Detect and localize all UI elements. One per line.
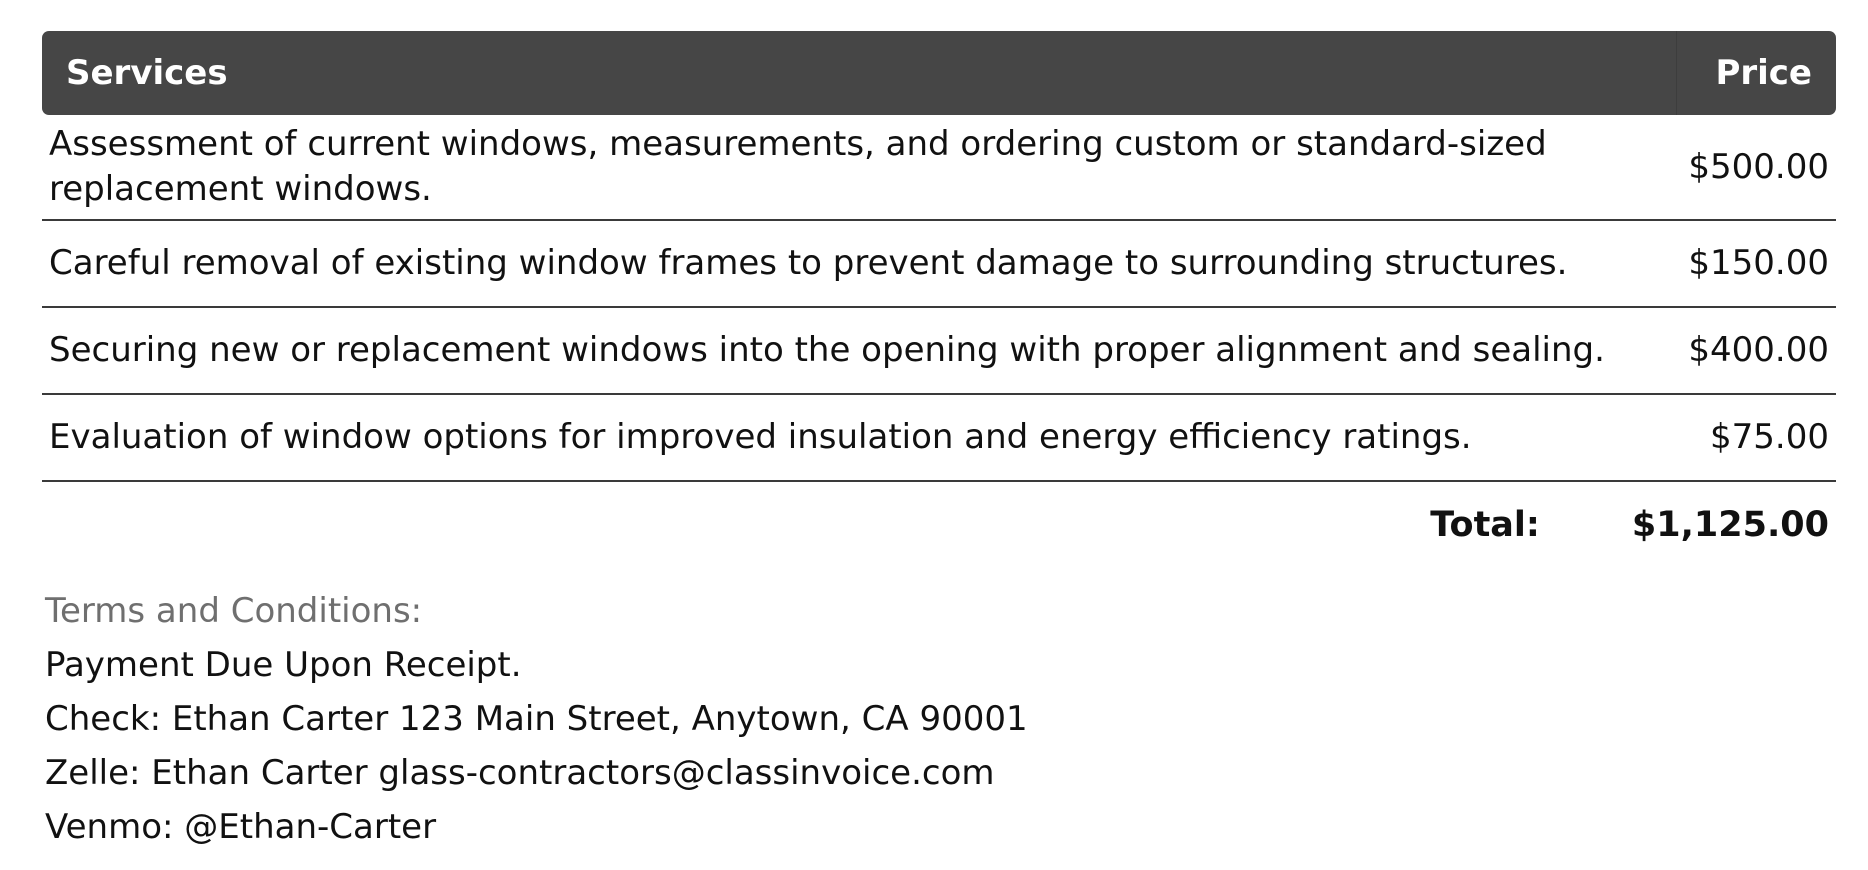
service-price: $400.00 <box>1676 307 1836 394</box>
service-description: Assessment of current windows, measurements, and ordering custom or standard-sized replacement windows. <box>42 115 1676 220</box>
services-header: Services <box>42 31 1676 115</box>
service-price: $75.00 <box>1676 394 1836 481</box>
service-description: Careful removal of existing window frames to prevent damage to surrounding structures. <box>42 220 1676 307</box>
service-description: Securing new or replacement windows into the opening with proper alignment and sealing. <box>42 307 1676 394</box>
table-row <box>42 307 1836 394</box>
table-row <box>42 220 1836 307</box>
invoice-document <box>42 31 1836 854</box>
table-row <box>42 394 1836 481</box>
service-price: $500.00 <box>1676 115 1836 220</box>
terms-heading: Terms and Conditions: <box>45 591 423 631</box>
service-description: Evaluation of window options for improved insulation and energy efficiency ratings. <box>42 394 1676 481</box>
terms-section <box>42 584 1836 854</box>
total-row <box>42 482 1836 568</box>
price-header: Price <box>1676 31 1836 115</box>
table-row <box>42 115 1836 220</box>
total-label: Total: <box>1430 505 1540 545</box>
terms-zelle: Zelle: Ethan Carter glass-contractors@classinvoice.com <box>45 753 995 793</box>
terms-check: Check: Ethan Carter 123 Main Street, Anytown, CA 90001 <box>45 699 1028 739</box>
table-header-row <box>42 31 1836 115</box>
total-value: $1,125.00 <box>1631 505 1829 545</box>
terms-venmo: Venmo: @Ethan-Carter <box>45 807 437 847</box>
service-price: $150.00 <box>1676 220 1836 307</box>
terms-payment-due: Payment Due Upon Receipt. <box>45 645 522 685</box>
services-table <box>42 31 1836 482</box>
